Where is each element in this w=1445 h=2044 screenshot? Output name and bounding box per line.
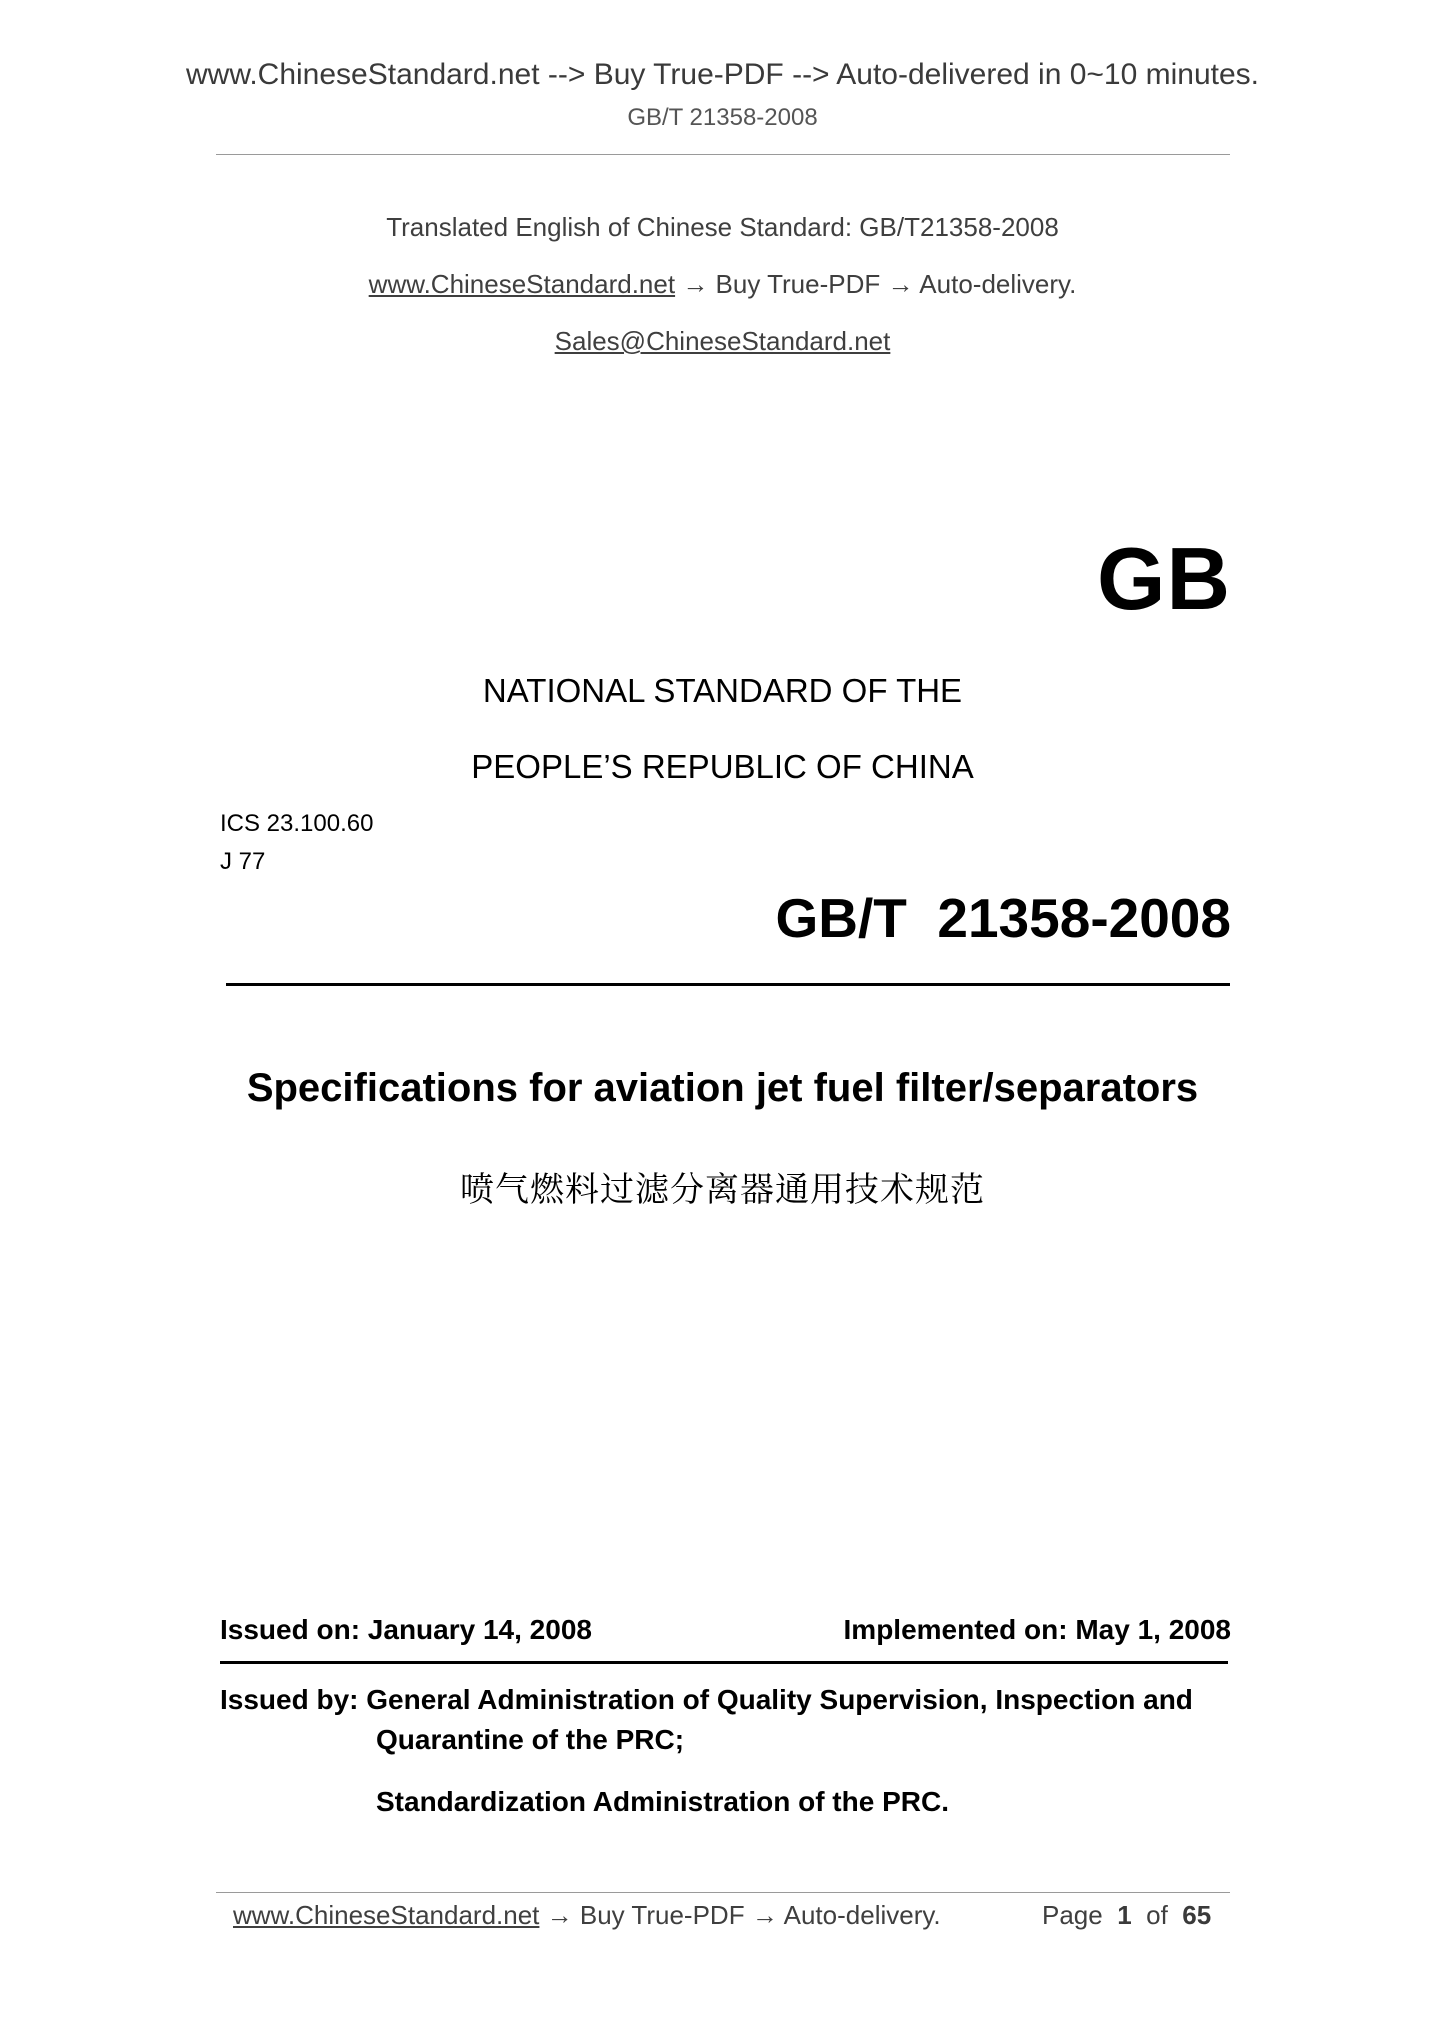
- footer-divider: [216, 1892, 1230, 1893]
- auto-delivery-text: Auto-delivery.: [919, 269, 1077, 299]
- issue-divider: [220, 1661, 1228, 1664]
- footer-site-link[interactable]: www.ChineseStandard.net: [233, 1900, 540, 1930]
- translated-notice: Translated English of Chinese Standard: GB/T21358-2008: [386, 212, 1059, 242]
- sales-email-link[interactable]: Sales@ChineseStandard.net: [554, 326, 891, 356]
- header-banner: www.ChineseStandard.net --> Buy True-PDF --> Auto-delivered in 0~10 minutes.: [185, 58, 1260, 91]
- page-indicator: [1042, 1900, 1211, 1931]
- site-link[interactable]: www.ChineseStandard.net: [368, 269, 676, 299]
- gb-mark: GB: [1097, 529, 1231, 628]
- issuer-line-3: Standardization Administration of the PRC.: [376, 1786, 949, 1817]
- sales-email-line: [0, 326, 1445, 357]
- english-title: Specifications for aviation jet fuel filter/separators: [246, 1066, 1199, 1110]
- national-standard-line-2: PEOPLE’S REPUBLIC OF CHINA: [471, 748, 974, 785]
- arrow-right-icon: →: [682, 269, 709, 299]
- footer-delivery-line: [233, 1900, 941, 1931]
- footer-buy-text: Buy True-PDF: [579, 1900, 745, 1930]
- national-standard-line-1: NATIONAL STANDARD OF THE: [482, 672, 963, 709]
- page-label: Page: [1042, 1900, 1103, 1930]
- implemented-on-date: Implemented on: May 1, 2008: [843, 1614, 1231, 1645]
- ics-code: ICS 23.100.60: [220, 810, 374, 837]
- buy-true-pdf-text: Buy True-PDF: [715, 269, 881, 299]
- of-label: of: [1146, 1900, 1168, 1930]
- issuer-line-2: Quarantine of the PRC;: [376, 1724, 685, 1755]
- delivery-line: [0, 269, 1445, 300]
- j-code: J 77: [220, 848, 266, 875]
- footer-auto-delivery-text: Auto-delivery.: [783, 1900, 941, 1930]
- page-current: 1: [1117, 1900, 1132, 1930]
- chinese-title: 喷气燃料过滤分离器通用技术规范: [460, 1170, 985, 1210]
- arrow-right-icon: →: [887, 269, 914, 299]
- title-divider: [226, 983, 1230, 986]
- arrow-right-icon: →: [751, 1900, 778, 1930]
- issued-by-line: Issued by: General Administration of Quality Supervision, Inspection and: [220, 1684, 1193, 1715]
- header-standard-code: GB/T 21358-2008: [627, 104, 818, 131]
- issued-on-date: Issued on: January 14, 2008: [220, 1614, 592, 1645]
- standard-number: GB/T 21358-2008: [775, 887, 1231, 949]
- page-total: 65: [1182, 1900, 1212, 1930]
- header-divider: [216, 154, 1230, 155]
- arrow-right-icon: →: [546, 1900, 573, 1930]
